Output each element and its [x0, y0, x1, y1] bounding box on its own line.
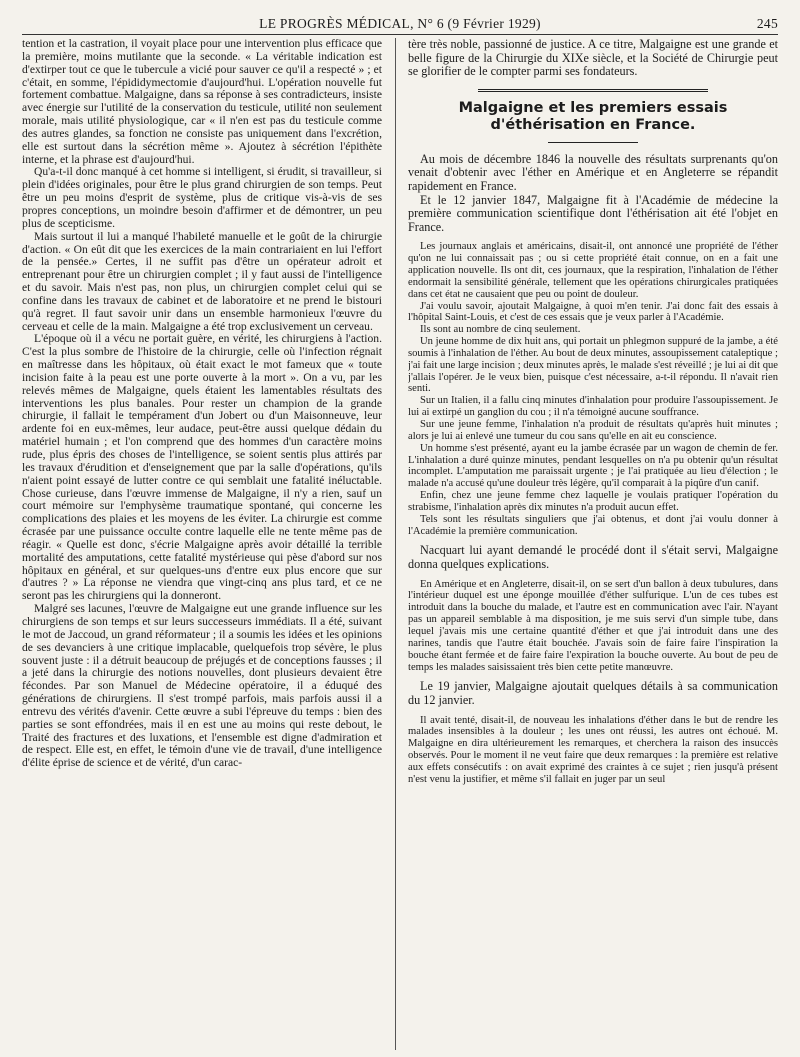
- quote-1-paragraph-8: Enfin, chez une jeune femme chez laquelle je voulais pratiquer l'opération du strabisme, l'inhalation après dix minutes n'a produit aucun effet.: [408, 490, 778, 513]
- section-title-rule: [548, 142, 638, 143]
- section-title-line-1: Malgaigne et les premiers essais: [458, 99, 728, 116]
- left-column: [22, 38, 382, 1050]
- journal-title: LE PROGRÈS MÉDICAL, N° 6 (9 Février 1929): [259, 16, 541, 31]
- body-paragraph-2: Et le 12 janvier 1847, Malgaigne fit à l'Académie de médecine la première communication scientifique dont l'éthérisation ait été l'objet en France.: [408, 192, 778, 234]
- quote-block-2: [408, 579, 778, 674]
- quote-1-paragraph-9: Tels sont les résultats singuliers que j'ai obtenus, et dont j'ai voulu donner à l'Académie la première communication.: [408, 513, 778, 537]
- right-intro-paragraph: tère très noble, passionné de justice. A ce titre, Malgaigne est une grande et belle figure de la Chirurgie du XIXe siècle, et la Société de Chirurgie peut se glorifier de le compter parmi ses fondateurs.: [408, 38, 778, 79]
- quote-1-paragraph-2: J'ai voulu savoir, ajoutait Malgaigne, à quoi m'en tenir. J'ai donc fait des essais à l'hôpital Saint-Louis, et c'est de ces essais que je veux parler à l'Académie.: [408, 300, 778, 324]
- right-column: [408, 38, 778, 1050]
- left-paragraph-4: L'époque où il a vécu ne portait guère, en vérité, les chirurgiens à l'action. C'est la plus sombre de l'histoire de la chirurgie, celle où l'infection régnait en maîtresse dans les hôpitaux, où était exact le mot fameux que « toute incision faite à la peau est une porte ouverte à la mort ». On a vu, par les relevés mêmes de Malgaigne, quels étaient les lamentables résultats des interventions les plus banales. Pour rester un champion de la grande chirurgie, il fallait le tempérament d'un Jobert ou d'un Maisonneuve, leur ardente foi en eux-mêmes, leur audace, peut-être aussi quelque dédain du matériel humain ; et l'on comprend que des hommes d'un caractère moins rude, plus épris des choses de l'intelligence, se soient sentis plus attirés par les travaux d'érudition et d'enseignement que par la salle d'opérations, qu'ils n'aient point essayé de lutter contre ce qui semblait une fatalité inéluctable. Chose curieuse, dans l'œuvre immense de Malgaigne, il n'y a rien, sauf un court mémoire sur l'emphysème traumatique spontané, qui concerne les complications des plaies et les moyens de les éviter. La chirurgie est comme écrasée par une puissance occulte contre laquelle elle ne tente même pas de réagir. « Quelle est donc, s'écrie Malgaigne après avoir détaillé la terrible mortalité des amputations, cette fatalité mystérieuse qui pèse d'abord sur nos hôpitaux en général, et sur quelques-uns d'entre eux plus encore que sur d'autres ? » La réponse ne viendra que vingt-cinq ans plus tard, et ce ne seront pas les chirurgiens qui la donneront.: [22, 332, 382, 603]
- section-title: [408, 100, 778, 134]
- quote-1-paragraph-7: Un homme s'est présenté, ayant eu la jambe écrasée par un wagon de chemin de fer. L'inhalation a duré quinze minutes, pendant lesquelles on n'a pu obtenir qu'un résultat incomplet. L'amputation me paraissait urgente ; je l'ai pratiquée au lieu d'élection ; le malade n'a accusé qu'une douleur très légère, qu'il comparait à la piqûre d'un canif.: [408, 442, 778, 490]
- body-paragraph-3: Nacquart lui ayant demandé le procédé dont il s'était servi, Malgaigne donna quelques explications.: [408, 543, 778, 572]
- body-paragraph-4: Le 19 janvier, Malgaigne ajoutait quelques détails à sa communication du 12 janvier.: [408, 679, 778, 707]
- left-paragraph-5: Malgré ses lacunes, l'œuvre de Malgaigne eut une grande influence sur les chirurgiens de son temps et sur leurs successeurs immédiats. Il a été, suivant le mot de Jaccoud, un grand réformateur ; il a soumis les idées et les opinions de ses devanciers à une critique implacable, quelquefois trop sévère, le plus souvent juste : il a détruit beaucoup de préjugés et de conceptions fausses ; il a jeté dans la chirurgie des notions nouvelles, dont plusieurs devaient être fécondes. Par son Manuel de Médecine opératoire, il a éduqué des générations de chirurgiens. Il s'est trompé parfois, mais parfois aussi il a entrevu des vérités d'avenir. Cette œuvre a subi l'épreuve du temps : bien des parties se sont effondrées, mais il en est une au moins qui reste debout, le Traité des fractures et des luxations, et l'ensemble est digne d'admiration et de respect. Elle est, en effet, le témoin d'une vie de travail, d'une intelligence d'élite éprise de science et de vérité, d'un carac-: [22, 602, 382, 770]
- running-header: [22, 12, 778, 32]
- quote-block-3: [408, 715, 778, 786]
- quote-3-paragraph: Il avait tenté, disait-il, de nouveau les inhalations d'éther dans le but de rendre les malades insensibles à la douleur ; les unes ont réussi, les autres ont échoué. M. Malgaigne en dira ultérieurement les remarques, et cherchera la raison des insuccès observés. Pour le moment il ne veut faire que deux remarques : la première est relative aux effets consécutifs : on avait exprimé des craintes à ce sujet ; rien jusqu'à présent n'est venu la justifier, et même s'il fallait en juger par un seul: [408, 714, 778, 785]
- column-divider: [395, 38, 396, 1050]
- quote-1-paragraph-1: Les journaux anglais et américains, disait-il, ont annoncé une propriété de l'éther qu'on ne lui connaissait pas ; ou si cette propriété était connue, on en a fait une application nouvelle. Ils ont dit, ces journaux, que la respiration, l'inhalation de l'éther endormait la sensibilité générale, tellement que les opérations chirurgicales pratiquées dans cet état ne causaient que peu ou point de douleur.: [408, 241, 778, 300]
- page-number: 245: [756, 16, 778, 31]
- quote-1-paragraph-3: Ils sont au nombre de cinq seulement.: [420, 324, 581, 336]
- section-separator: [478, 89, 708, 92]
- header-rule: [22, 34, 778, 35]
- quote-1-paragraph-5: Sur un Italien, il a fallu cinq minutes d'inhalation pour produire l'assoupissement. Je lui ai extirpé un ganglion du cou ; il n'a témoigné aucune souffrance.: [408, 395, 778, 419]
- left-paragraph-3: Mais surtout il lui a manqué l'habileté manuelle et le goût de la chirurgie d'action. « On eût dit que les exercices de la main contrariaient en lui l'effort de la pensée.» Certes, il ne suffit pas d'être un opérateur adroit et entreprenant pour être un chirurgien complet ; il y faut aussi de l'intelligence et du savoir. Mais n'est pas, non plus, un chirurgien complet celui qui se confine dans les travaux de cabinet et de laboratoire et ne prend le bistouri qu'à regret. Il faut savoir unir dans un ensemble harmonieux l'œuvre du cerveau et celle de la main. Malgaigne a été trop exclusivement un cerveau.: [22, 229, 382, 333]
- left-paragraph-1: tention et la castration, il voyait place pour une intervention plus efficace que la première, moins mutilante que la seconde. « La véritable indication est d'extirper tout ce que le tubercule a vicié pour sauver ce qu'il a respecté » ; et c'était, en somme, l'épididymectomie d'aujourd'hui. L'opération nouvelle fut fortement combattue. Malgaigne, dans sa réponse à ses contradicteurs, insiste avec énergie sur l'utilité de la conservation du testicule, utilité non seulement morale, mais utilité physiologique, car « il n'en est pas du testicule comme des autres glandes, sa fonction ne consiste pas uniquement dans l'excrétion, elle est surtout dans la sécrétion même ». Ajoutez à sécrétion l'épithète interne, et la phrase est d'aujourd'hui.: [22, 38, 382, 166]
- section-title-line-2: d'éthérisation en France.: [490, 116, 696, 133]
- quote-1-paragraph-4: Un jeune homme de dix huit ans, qui portait un phlegmon suppuré de la jambe, a été soumis à l'inhalation de l'éther. Au bout de deux minutes, assoupissement cataleptique ; j'ai fait une large incision ; deux minutes après, le malade s'est réveillé ; je lui ai dit que j'allais l'opérer. Je le veux bien, puisque c'est nécessaire, a-t-il répondu. Il n'avait rien senti.: [408, 336, 778, 395]
- left-paragraph-2: Qu'a-t-il donc manqué à cet homme si intelligent, si érudit, si travailleur, si plein d'idées originales, pour être le plus grand chirurgien de son temps. Peut être un peu moins d'esprit de système, plus de critique vis-à-vis de ses propres conceptions, un moindre besoin d'affirmer et de démontrer, un peu plus de scepticisme.: [22, 165, 382, 230]
- quote-2-paragraph: En Amérique et en Angleterre, disait-il, on se sert d'un ballon à deux tubulures, dans l'intérieur duquel est une éponge mouillée d'éther sulfurique. L'un de ces tubes est introduit dans la bouche du malade, et l'autre est en communication avec l'air. N'ayant pas un appareil semblable à ma disposition, je me suis servi d'un simple tube, dans lequel j'avais mis une certaine quantité d'éther et que j'ai introduit dans une des narines, tandis que l'autre était bouchée. J'avais soin de faire faire l'inspiration la bouche étant fermée et de faire faire l'expiration la bouche ouverte. Au bout de peu de temps les malades saisissaient très bien cette petite manœuvre.: [408, 578, 778, 673]
- quote-block-1: [408, 241, 778, 537]
- quote-1-paragraph-6: Sur une jeune femme, l'inhalation n'a produit de résultats qu'après huit minutes ; alors je lui ai enlevé une tumeur du cou sans qu'elle en ait eu conscience.: [408, 419, 778, 442]
- body-paragraph-1: Au mois de décembre 1846 la nouvelle des résultats surprenants qu'on venait d'obtenir avec l'éther en Amérique et en Angleterre se répandit rapidement en France.: [408, 151, 778, 193]
